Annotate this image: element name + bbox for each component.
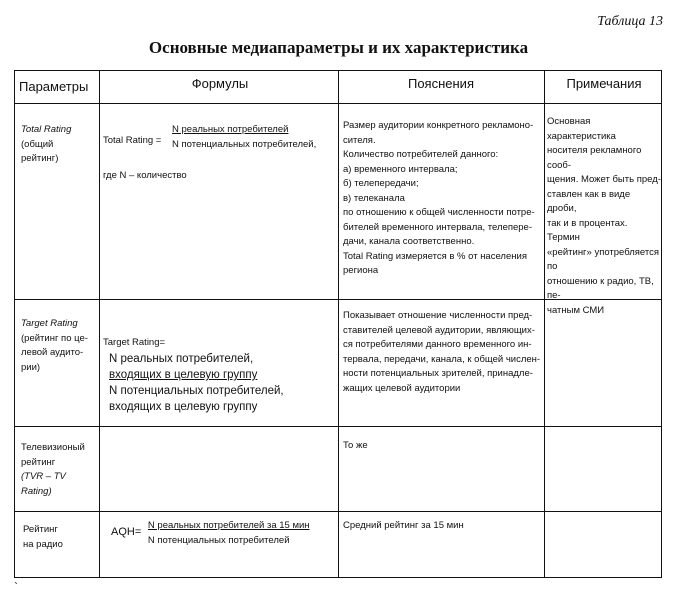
text-line: Количество потребителей данного: [343, 149, 499, 160]
remark-total-rating [547, 115, 661, 318]
text-line: а) временного интервала; [343, 163, 458, 175]
param-name: Target Rating [21, 318, 78, 329]
param-total-rating [21, 123, 97, 167]
text-line: тервала, передачи, канала, к общей числен- [343, 353, 541, 365]
explanation-tv-rating: То же [343, 440, 368, 451]
table-number: Таблица 13 [597, 14, 663, 29]
header-params: Параметры [19, 79, 89, 94]
header-remarks: Примечания [566, 76, 642, 91]
text-line: региона [343, 265, 379, 276]
text-line: Показывает отношение численности пред- [343, 310, 533, 321]
param-tv-rating [21, 441, 97, 499]
formula-fraction [172, 123, 316, 152]
param-name: Total Rating [21, 124, 72, 135]
header-notes: Пояснения [407, 76, 474, 91]
explanation-radio-rating: Средний рейтинг за 15 мин [343, 520, 464, 531]
text-line: б) телепередачи; [343, 178, 419, 189]
param-sub: (общий [21, 138, 54, 150]
explanation-target-rating [343, 309, 541, 396]
header-formulas: Формулы [191, 76, 249, 91]
text-line: так и в процентах. Термин [547, 217, 628, 243]
param-target-rating [21, 317, 97, 375]
text-line: Total Rating измеряется в % от населения [343, 250, 527, 262]
column-divider [338, 71, 339, 577]
formula-total-rating [103, 123, 335, 152]
text-line: Размер аудитории конкретного рекламоно- [343, 120, 534, 131]
formula-fraction [109, 351, 284, 415]
param-line: (TVR – TV [21, 471, 66, 482]
text-line: ставителей целевой аудитории, являющих- [343, 324, 535, 336]
param-line: Телевизионый [21, 442, 85, 453]
text-line: ставлен как в виде дроби, [547, 188, 631, 214]
row-divider [15, 426, 661, 427]
formula-label: AQH= [111, 526, 142, 538]
row-divider [15, 103, 661, 104]
text-line: отношению к радио, ТВ, пе- [547, 275, 654, 301]
explanation-total-rating [343, 119, 541, 279]
formula-fraction [148, 519, 310, 548]
media-parameters-table [14, 70, 662, 578]
text-line: жащих целевой аудитории [343, 382, 461, 394]
param-sub: рейтинг) [21, 153, 59, 164]
param-sub: рии) [21, 361, 41, 373]
page-title: Основные медиапараметры и их характеристика [148, 38, 529, 57]
text-line: «рейтинг» употребляется по [547, 246, 660, 272]
text-line: чатным СМИ [547, 304, 605, 316]
text-line: в) телеканала [343, 192, 405, 204]
formula-numerator: N реальных потребителей [172, 124, 289, 135]
param-sub: левой аудито- [21, 347, 84, 358]
param-radio-rating [23, 523, 99, 552]
column-divider [544, 71, 545, 577]
formula-note: где N – количество [103, 170, 187, 181]
row-divider [15, 511, 661, 512]
formula-denominator: N потенциальных потребителей, [109, 385, 284, 397]
param-line: рейтинг [21, 456, 56, 468]
param-line: Рейтинг [23, 524, 58, 535]
formula-numerator: N реальных потребителей, [109, 353, 254, 365]
column-divider [99, 71, 100, 577]
text-line: ся потребителями данного временного ин- [343, 339, 532, 350]
stray-mark: ` [14, 580, 18, 594]
formula-denominator: входящих в целевую группу [109, 401, 258, 413]
param-line: Rating) [21, 485, 52, 497]
formula-denominator: N потенциальных потребителей, [172, 138, 317, 150]
param-line: на радио [23, 538, 63, 550]
formula-label: Total Rating = [103, 134, 162, 146]
formula-target-rating [103, 313, 337, 415]
text-line: сителя. [343, 134, 376, 146]
formula-denominator: N потенциальных потребителей [147, 534, 290, 546]
formula-numerator: N реальных потребителей за 15 мин [147, 520, 310, 531]
formula-numerator: входящих в целевую группу [109, 369, 258, 381]
text-line: ности потенциальных зрителей, принадле- [343, 368, 533, 379]
text-line: Основная характеристика [547, 116, 616, 142]
text-line: по отношению к общей численности потре- [343, 207, 535, 218]
text-line: дачи, канала соответственно. [343, 236, 475, 247]
text-line: щения. Может быть пред- [547, 174, 661, 185]
text-line: бителей временного интервала, телепере- [343, 221, 533, 233]
formula-label: Target Rating= [103, 337, 166, 348]
param-sub: (рейтинг по це- [21, 332, 88, 344]
text-line: носителя рекламного сооб- [547, 145, 642, 171]
formula-radio-rating [111, 519, 337, 548]
